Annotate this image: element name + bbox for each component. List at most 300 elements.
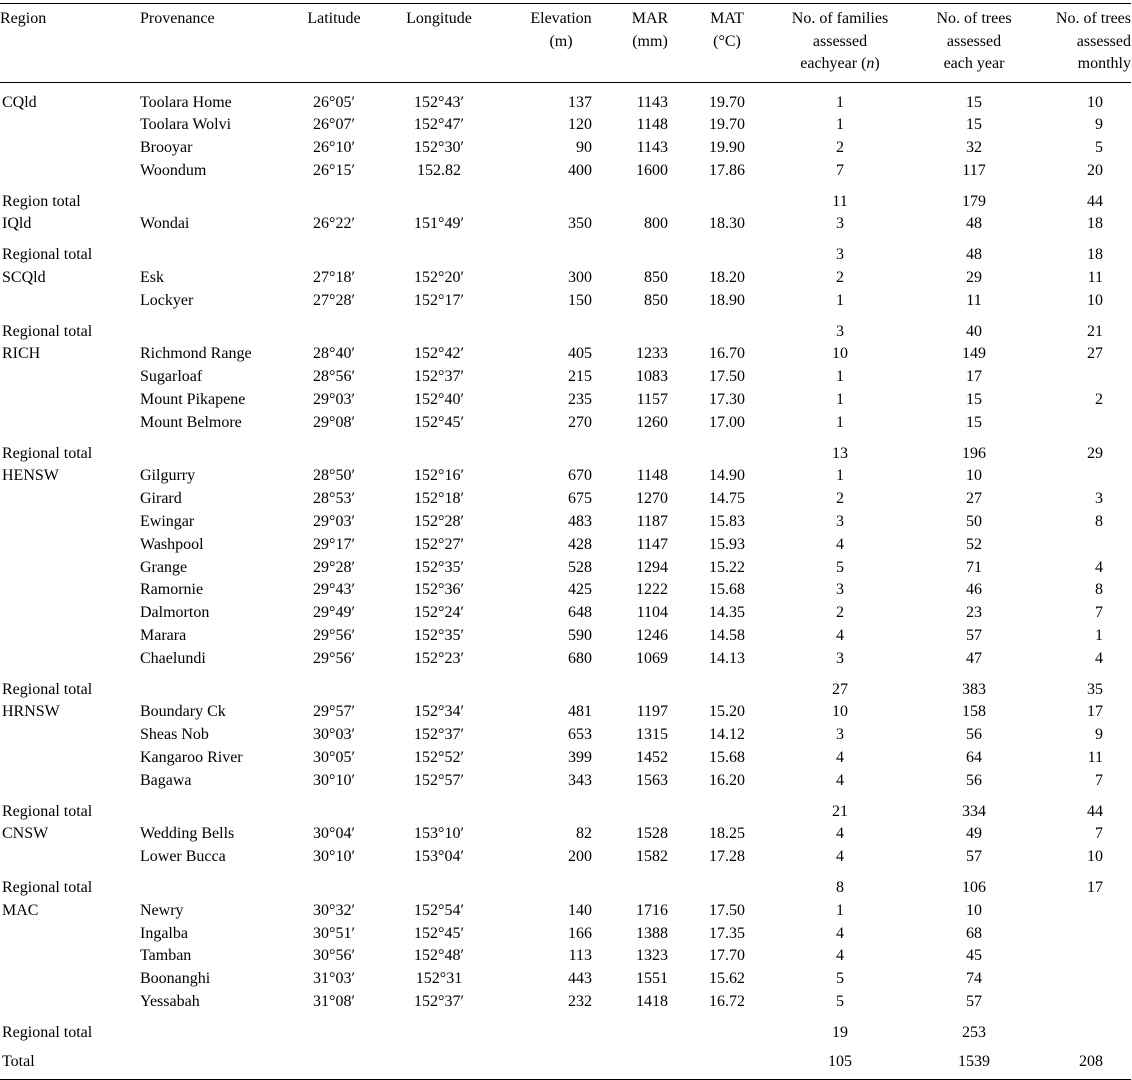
table-row [0, 511, 1131, 534]
cell-latitude: 26°10′ [313, 139, 355, 157]
cell-mar: 1148 [636, 467, 668, 485]
cell-elevation: 235 [568, 391, 592, 409]
cell-monthly [1034, 412, 1131, 435]
cell-region: CNSW [2, 825, 49, 843]
cell-provenance: Wondai [140, 215, 190, 233]
cell-families: 5 [836, 992, 844, 1010]
cell-elevation: 140 [568, 901, 592, 919]
cell-families: 4 [836, 947, 844, 965]
cell-provenance: Kangaroo River [140, 749, 243, 767]
cell-latitude: 30°03′ [313, 726, 355, 744]
table-row [0, 770, 1131, 793]
cell-latitude: 26°05′ [313, 93, 355, 111]
cell-mar [612, 793, 688, 824]
cell-longitude: 152°47′ [414, 116, 464, 134]
table-row [0, 488, 1131, 511]
provenance-table-container [0, 3, 1132, 1072]
cell-trees: 149 [962, 345, 986, 363]
cell-elevation [510, 1014, 612, 1045]
cell-monthly: 7 [1095, 604, 1103, 622]
cell-trees: 57 [966, 627, 982, 645]
cell-monthly [1034, 465, 1131, 488]
cell-mar [612, 869, 688, 900]
cell-elevation: 300 [568, 269, 592, 287]
cell-region [0, 968, 140, 991]
cell-mar: 1143 [636, 93, 668, 111]
cell-trees: 23 [966, 604, 982, 622]
cell-trees: 45 [966, 947, 982, 965]
cell-families: 5 [836, 970, 844, 988]
cell-elevation: 675 [568, 490, 592, 508]
cell-mat: 17.00 [709, 413, 745, 431]
cell-provenance: Mount Pikapene [140, 391, 246, 409]
cell-longitude: 152°23′ [414, 649, 464, 667]
cell-provenance: Boundary Ck [140, 703, 226, 721]
cell-provenance [140, 1014, 300, 1045]
cell-region [0, 747, 140, 770]
header-mat [688, 4, 766, 83]
cell-region [0, 366, 140, 389]
cell-trees: 253 [962, 1023, 986, 1041]
cell-latitude: 29°56′ [313, 649, 355, 667]
header-families-line3-end: ) [874, 55, 880, 72]
cell-families: 4 [836, 627, 844, 645]
cell-longitude: 152°20′ [414, 269, 464, 287]
cell-mat [688, 869, 766, 900]
cell-elevation: 425 [568, 581, 592, 599]
cell-longitude [368, 671, 510, 702]
cell-families: 3 [836, 246, 844, 264]
cell-mar: 1582 [636, 848, 668, 866]
table-row [0, 900, 1131, 923]
cell-trees: 15 [966, 413, 982, 431]
cell-trees: 11 [966, 291, 982, 309]
cell-longitude: 152°43′ [414, 93, 464, 111]
cell-mat: 15.20 [709, 703, 745, 721]
cell-elevation: 200 [568, 848, 592, 866]
cell-longitude [368, 313, 510, 344]
total-trees: 1539 [914, 1045, 1034, 1080]
regional-total-row [0, 1014, 1131, 1045]
header-families [766, 4, 914, 83]
cell-provenance: Bagawa [140, 771, 192, 789]
cell-families: 4 [836, 924, 844, 942]
cell-trees: 196 [962, 444, 986, 462]
cell-region: Regional total [2, 879, 93, 896]
cell-mar: 1294 [636, 558, 668, 576]
table-row [0, 747, 1131, 770]
cell-longitude [368, 793, 510, 824]
total-empty-cell [300, 1045, 368, 1080]
cell-elevation: 150 [568, 291, 592, 309]
cell-region [0, 846, 140, 869]
cell-latitude: 27°28′ [313, 291, 355, 309]
header-elevation-line1: Elevation [530, 10, 592, 27]
cell-families: 1 [836, 291, 844, 309]
cell-families: 3 [836, 215, 844, 233]
cell-mat [688, 671, 766, 702]
cell-longitude [368, 236, 510, 267]
table-row [0, 465, 1131, 488]
total-empty-cell [688, 1045, 766, 1080]
cell-families: 2 [836, 490, 844, 508]
cell-latitude [300, 435, 368, 466]
cell-trees: 10 [966, 467, 982, 485]
cell-region: HRNSW [2, 703, 60, 721]
cell-mat: 18.20 [709, 269, 745, 287]
cell-mar: 1104 [636, 604, 668, 622]
cell-monthly: 10 [1087, 291, 1103, 309]
cell-mat: 17.35 [709, 924, 745, 942]
cell-latitude [300, 869, 368, 900]
cell-mat [688, 236, 766, 267]
cell-provenance [140, 236, 300, 267]
cell-elevation [510, 183, 612, 214]
table-row [0, 991, 1131, 1014]
table-row [0, 625, 1131, 648]
cell-elevation [510, 793, 612, 824]
cell-latitude: 28°56′ [313, 368, 355, 386]
cell-mat: 15.62 [709, 970, 745, 988]
header-mar-line2: (mm) [632, 32, 668, 50]
cell-monthly: 29 [1087, 444, 1103, 462]
table-row [0, 846, 1131, 869]
cell-trees: 57 [966, 992, 982, 1010]
cell-longitude: 152°45′ [414, 924, 464, 942]
cell-longitude: 152°48′ [414, 947, 464, 965]
cell-mat: 19.70 [709, 93, 745, 111]
table-row [0, 366, 1131, 389]
cell-families: 7 [836, 161, 844, 179]
cell-provenance: Grange [140, 558, 188, 576]
table-header [0, 4, 1131, 83]
cell-mat: 17.86 [709, 161, 745, 179]
cell-mat: 15.83 [709, 513, 745, 531]
cell-elevation: 90 [576, 139, 592, 157]
cell-region: Regional total [2, 680, 93, 698]
table-body [0, 82, 1131, 1045]
cell-mar: 1143 [636, 139, 668, 157]
cell-monthly: 17 [1087, 879, 1103, 896]
cell-region [0, 160, 140, 183]
cell-mar: 1323 [636, 947, 668, 965]
cell-mat: 19.90 [709, 139, 745, 157]
cell-mat: 14.13 [709, 649, 745, 667]
cell-latitude: 28°40′ [313, 345, 355, 363]
cell-provenance: Dalmorton [140, 604, 210, 622]
cell-mar: 850 [644, 291, 668, 309]
cell-families: 8 [836, 879, 844, 896]
cell-elevation: 82 [576, 825, 592, 843]
cell-elevation: 120 [568, 116, 592, 134]
cell-monthly: 10 [1087, 848, 1103, 866]
header-monthly [1034, 4, 1131, 83]
cell-monthly [1034, 534, 1131, 557]
cell-region: MAC [2, 901, 39, 919]
cell-families: 1 [836, 901, 844, 919]
cell-region [0, 488, 140, 511]
cell-mat: 17.30 [709, 391, 745, 409]
cell-mat: 16.72 [709, 992, 745, 1010]
regional-total-row [0, 313, 1131, 344]
table-row [0, 343, 1131, 366]
cell-mat: 16.70 [709, 345, 745, 363]
cell-mat: 18.25 [709, 825, 745, 843]
cell-region [0, 724, 140, 747]
cell-longitude: 152°54′ [414, 901, 464, 919]
cell-monthly: 10 [1087, 93, 1103, 111]
cell-monthly: 27 [1087, 345, 1103, 363]
cell-mar: 1600 [636, 161, 668, 179]
cell-trees: 117 [962, 161, 986, 179]
header-families-line3: eachyear ( [800, 55, 867, 72]
regional-total-row [0, 435, 1131, 466]
cell-elevation: 343 [568, 771, 592, 789]
cell-provenance: Toolara Home [140, 93, 232, 111]
cell-longitude: 153°04′ [414, 848, 464, 866]
cell-provenance: Lower Bucca [140, 848, 226, 866]
cell-monthly: 18 [1087, 215, 1103, 233]
cell-region [0, 625, 140, 648]
cell-trees: 27 [966, 490, 982, 508]
cell-mar: 1270 [636, 490, 668, 508]
cell-latitude: 29°03′ [313, 391, 355, 409]
cell-elevation: 215 [568, 368, 592, 386]
cell-latitude: 31°03′ [313, 970, 355, 988]
cell-provenance: Girard [140, 490, 182, 508]
cell-mar: 1716 [636, 901, 668, 919]
cell-elevation [510, 236, 612, 267]
cell-region [0, 511, 140, 534]
cell-longitude [368, 1014, 510, 1045]
cell-mat [688, 1014, 766, 1045]
header-region [0, 4, 140, 83]
cell-monthly: 9 [1095, 726, 1103, 744]
cell-latitude: 29°08′ [313, 413, 355, 431]
table-row [0, 557, 1131, 580]
cell-trees: 56 [966, 771, 982, 789]
cell-mat: 15.93 [709, 535, 745, 553]
cell-monthly: 20 [1087, 161, 1103, 179]
cell-families: 13 [832, 444, 848, 462]
total-empty-cell [612, 1045, 688, 1080]
header-latitude-label: Latitude [307, 10, 361, 27]
cell-provenance: Sheas Nob [140, 726, 209, 744]
cell-longitude: 152°28′ [414, 513, 464, 531]
cell-provenance: Brooyar [140, 139, 193, 157]
cell-latitude: 27°18′ [313, 269, 355, 287]
header-elevation-line2: (m) [549, 32, 573, 50]
cell-elevation: 648 [568, 604, 592, 622]
cell-mar [612, 1014, 688, 1045]
cell-mat: 19.70 [709, 116, 745, 134]
cell-region: Regional total [2, 246, 93, 264]
cell-mat: 17.50 [709, 901, 745, 919]
cell-trees: 15 [966, 93, 982, 111]
table-row [0, 82, 1131, 114]
cell-families: 2 [836, 604, 844, 622]
cell-families: 3 [836, 581, 844, 599]
cell-trees: 57 [966, 848, 982, 866]
cell-families: 1 [836, 93, 844, 111]
cell-mat: 14.90 [709, 467, 745, 485]
cell-mar [612, 313, 688, 344]
cell-provenance: Gilgurry [140, 467, 196, 485]
header-mar-line1: MAR [631, 10, 669, 27]
table-row [0, 945, 1131, 968]
cell-mat: 15.22 [709, 558, 745, 576]
cell-mar: 1233 [636, 345, 668, 363]
cell-monthly: 9 [1095, 116, 1103, 134]
cell-mar [612, 236, 688, 267]
table-row [0, 389, 1131, 412]
cell-latitude [300, 793, 368, 824]
table-row [0, 290, 1131, 313]
cell-region [0, 602, 140, 625]
cell-families: 4 [836, 825, 844, 843]
cell-provenance: Ingalba [140, 924, 188, 942]
regional-total-row [0, 671, 1131, 702]
cell-mar: 800 [644, 215, 668, 233]
cell-mat [688, 183, 766, 214]
cell-families: 19 [832, 1023, 848, 1041]
header-longitude [368, 4, 510, 83]
table-row [0, 579, 1131, 602]
cell-mar: 1083 [636, 368, 668, 386]
cell-provenance: Woondum [140, 161, 207, 179]
cell-families: 1 [836, 391, 844, 409]
cell-trees: 32 [966, 139, 982, 157]
cell-longitude: 152°30′ [414, 139, 464, 157]
cell-longitude: 152°42′ [414, 345, 464, 363]
cell-families: 27 [832, 680, 848, 698]
cell-families: 10 [832, 345, 848, 363]
cell-provenance [140, 313, 300, 344]
cell-provenance [140, 183, 300, 214]
cell-latitude: 26°15′ [313, 161, 355, 179]
regional-total-row [0, 236, 1131, 267]
cell-provenance [140, 869, 300, 900]
cell-monthly: 2 [1095, 391, 1103, 409]
header-trees-line3: each year [943, 55, 1005, 72]
cell-longitude: 153°10′ [414, 825, 464, 843]
total-empty-cell [140, 1045, 300, 1080]
table-row [0, 701, 1131, 724]
cell-latitude: 30°51′ [313, 924, 355, 942]
table-row [0, 160, 1131, 183]
cell-longitude [368, 869, 510, 900]
cell-provenance: Wedding Bells [140, 825, 235, 843]
cell-latitude: 26°07′ [313, 116, 355, 134]
cell-provenance: Marara [140, 627, 187, 645]
cell-mar: 1563 [636, 771, 668, 789]
cell-latitude: 29°43′ [313, 581, 355, 599]
cell-longitude: 152°37′ [414, 368, 464, 386]
cell-mar: 1388 [636, 924, 668, 942]
cell-region [0, 137, 140, 160]
cell-monthly: 18 [1087, 246, 1103, 264]
header-monthly-line1: No. of trees [1055, 10, 1131, 27]
cell-families: 3 [836, 322, 844, 340]
cell-longitude: 152°37′ [414, 992, 464, 1010]
cell-mar: 1222 [636, 581, 668, 599]
cell-monthly: 21 [1087, 322, 1103, 340]
cell-provenance: Boonanghi [140, 970, 211, 988]
cell-trees: 47 [966, 649, 982, 667]
table-row [0, 114, 1131, 137]
cell-longitude: 152°36′ [414, 581, 464, 599]
cell-monthly [1034, 900, 1131, 923]
cell-mar [612, 183, 688, 214]
cell-mat: 14.12 [709, 726, 745, 744]
cell-elevation: 670 [568, 467, 592, 485]
cell-monthly [1034, 945, 1131, 968]
cell-elevation [510, 435, 612, 466]
cell-region: RICH [2, 345, 41, 363]
cell-mar: 1147 [636, 535, 668, 553]
cell-monthly [1034, 923, 1131, 946]
cell-trees: 56 [966, 726, 982, 744]
cell-mat: 17.70 [709, 947, 745, 965]
table-row [0, 724, 1131, 747]
cell-region [0, 991, 140, 1014]
cell-families: 4 [836, 848, 844, 866]
cell-elevation: 270 [568, 413, 592, 431]
cell-region [0, 648, 140, 671]
cell-provenance: Richmond Range [140, 345, 252, 363]
cell-latitude [300, 183, 368, 214]
cell-region [0, 770, 140, 793]
header-provenance-label: Provenance [140, 10, 215, 27]
cell-elevation: 428 [568, 535, 592, 553]
cell-provenance: Chaelundi [140, 649, 206, 667]
cell-mat: 14.35 [709, 604, 745, 622]
cell-families: 10 [832, 703, 848, 721]
cell-mar: 1260 [636, 413, 668, 431]
cell-monthly: 44 [1087, 192, 1103, 210]
cell-elevation: 443 [568, 970, 592, 988]
cell-latitude: 29°03′ [313, 513, 355, 531]
cell-elevation [510, 869, 612, 900]
cell-provenance: Washpool [140, 535, 204, 553]
total-monthly: 208 [1034, 1045, 1131, 1080]
cell-families: 21 [832, 802, 848, 820]
cell-elevation: 400 [568, 161, 592, 179]
cell-monthly: 8 [1095, 581, 1103, 599]
cell-mar: 1528 [636, 825, 668, 843]
table-row [0, 534, 1131, 557]
cell-longitude: 152°31 [415, 970, 463, 988]
cell-trees: 15 [966, 391, 982, 409]
cell-trees: 68 [966, 924, 982, 942]
cell-monthly: 17 [1087, 703, 1103, 721]
cell-longitude: 152°34′ [414, 703, 464, 721]
table-row [0, 823, 1131, 846]
cell-elevation: 481 [568, 703, 592, 721]
cell-elevation: 350 [568, 215, 592, 233]
regional-total-row [0, 183, 1131, 214]
header-latitude [300, 4, 368, 83]
header-monthly-line2: assessed [1076, 32, 1131, 50]
cell-provenance: Ewingar [140, 513, 195, 531]
cell-region: Regional total [2, 322, 93, 340]
cell-trees: 50 [966, 513, 982, 531]
header-trees [914, 4, 1034, 83]
cell-elevation: 166 [568, 924, 592, 942]
cell-families: 1 [836, 467, 844, 485]
cell-trees: 71 [966, 558, 982, 576]
cell-longitude: 152°18′ [414, 490, 464, 508]
